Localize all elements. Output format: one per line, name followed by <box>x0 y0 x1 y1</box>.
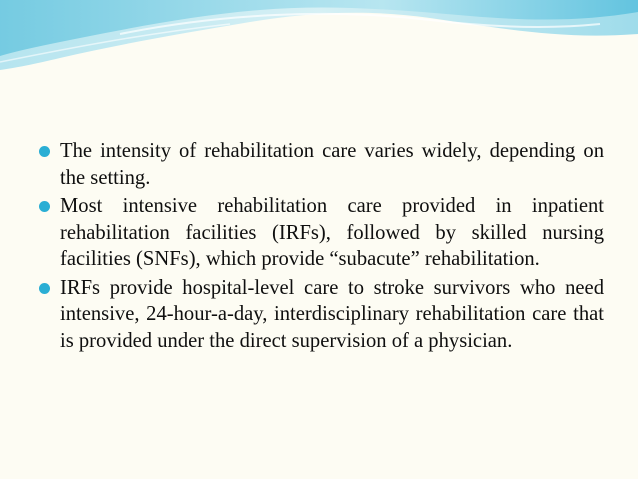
bullet-list <box>38 138 604 356</box>
bullet-item <box>38 138 604 191</box>
bullet-dot-icon <box>39 146 50 157</box>
header-wave-decoration <box>0 0 638 90</box>
bullet-item <box>38 193 604 273</box>
bullet-dot-icon <box>39 201 50 212</box>
bullet-text: IRFs provide hospital-level care to stroke survivors who need intensive, 24-hour-a-day, interdisciplinary rehabilitation care that is provided under the direct supervision of a physician. <box>60 276 604 352</box>
bullet-text: The intensity of rehabilitation care varies widely, depending on the setting. <box>60 140 604 189</box>
bullet-dot-icon <box>39 283 50 294</box>
bullet-text: Most intensive rehabilitation care provided in inpatient rehabilitation facilities (IRFs), followed by skilled nursing facilities (SNFs), which provide “subacute” rehabilitation. <box>60 195 604 270</box>
bullet-item <box>38 275 604 355</box>
